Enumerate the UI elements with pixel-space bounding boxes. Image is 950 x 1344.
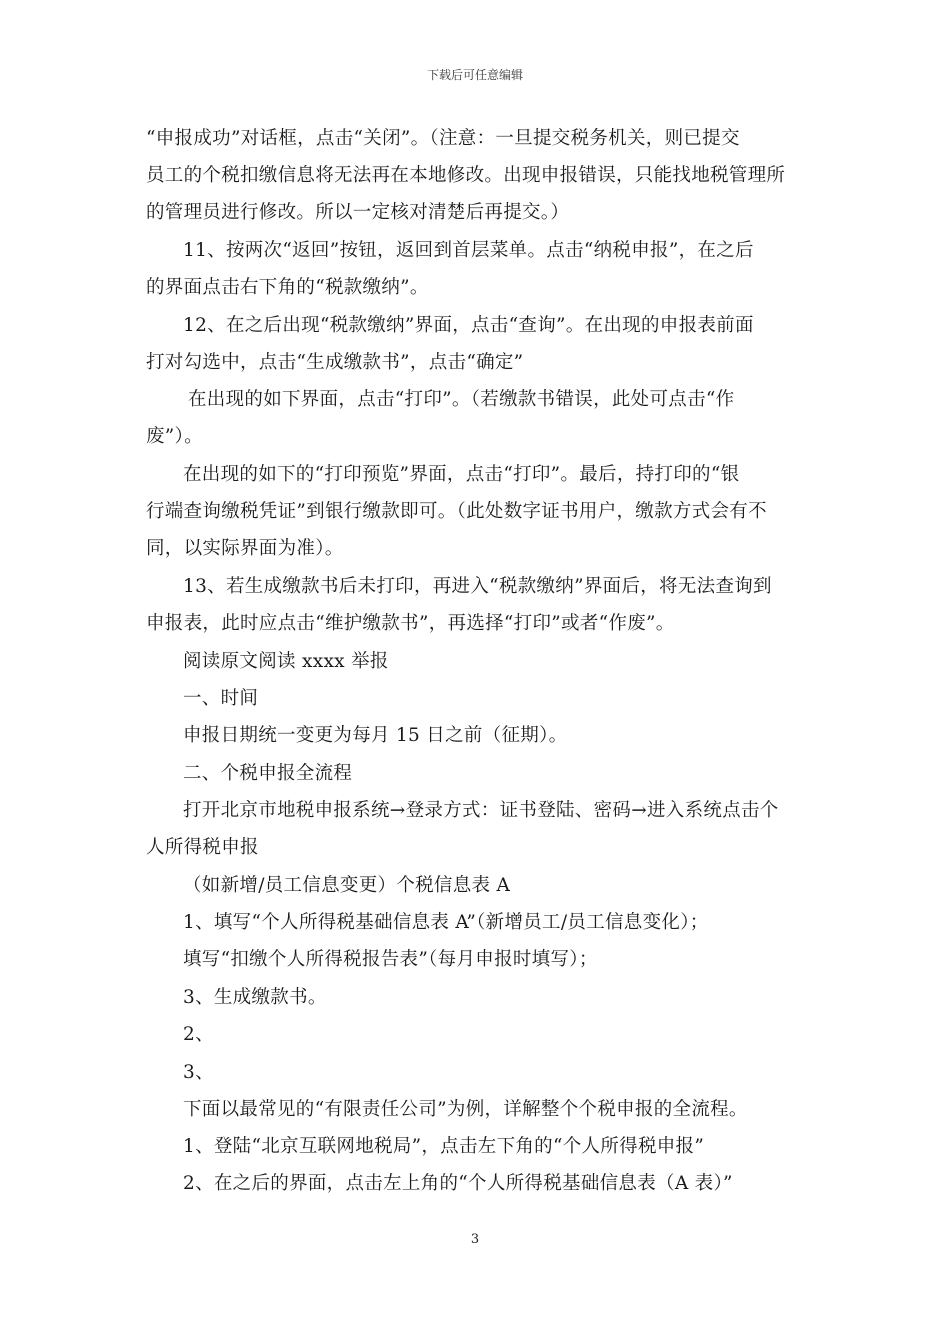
text-line: 申报表，此时应点击“维护缴款书”，再选择“打印”或者“作废”。 — [146, 613, 675, 634]
text-line: 11、按两次“返回”按钮，返回到首层菜单。点击“纳税申报”，在之后 — [183, 240, 754, 261]
text-line: 下面以最常见的“有限责任公司”为例，详解整个个税申报的全流程。 — [183, 1099, 748, 1120]
text-line: 申报日期统一变更为每月 15 日之前（征期）。 — [183, 725, 568, 746]
text-line: 一、时间 — [183, 688, 259, 709]
text-line: 在出现的如下界面，点击“打印”。（若缴款书错误，此处可点击“作 — [188, 389, 735, 410]
text-line: 2、 — [183, 1024, 214, 1045]
page-number: 3 — [470, 1232, 480, 1247]
text-line: 打对勾选中，点击“生成缴款书”，点击“确定” — [146, 352, 524, 373]
text-line: 行端查询缴税凭证”到银行缴款即可。（此处数字证书用户，缴款方式会有不 — [146, 501, 767, 522]
text-line: 同，以实际界面为准）。 — [146, 538, 344, 559]
text-line: 12、在之后出现“税款缴纳”界面，点击“查询”。在出现的申报表前面 — [183, 315, 754, 336]
text-line: 在出现的如下的“打印预览”界面，点击“打印”。最后，持打印的“银 — [183, 464, 740, 485]
text-line: 的界面点击右下角的“税款缴纳”。 — [146, 277, 429, 298]
text-line: 1、填写“个人所得税基础信息表 A”（新增员工/员工信息变化）； — [183, 912, 709, 933]
text-line: 员工的个税扣缴信息将无法再在本地修改。出现申报错误，只能找地税管理所 — [146, 165, 786, 186]
page-header: 下载后可任意编辑 — [426, 68, 523, 82]
text-line: 2、在之后的界面，点击左上角的“个人所得税基础信息表（A 表）” — [183, 1173, 733, 1194]
text-line: “申报成功”对话框，点击“关闭”。（注意：一旦提交税务机关，则已提交 — [146, 128, 740, 149]
text-line: 13、若生成缴款书后未打印，再进入“税款缴纳”界面后，将无法查询到 — [183, 576, 772, 597]
text-line: 打开北京市地税申报系统→登录方式：证书登陆、密码→进入系统点击个 — [183, 800, 779, 821]
text-line: 废”）。 — [146, 426, 203, 447]
text-line: 填写“扣缴个人所得税报告表”（每月申报时填写）； — [183, 949, 598, 970]
text-line: 3、生成缴款书。 — [183, 987, 327, 1008]
text-line: 1、登陆“北京互联网地税局”，点击左下角的“个人所得税申报” — [183, 1136, 705, 1157]
text-line: 阅读原文阅读 xxxx 举报 — [183, 651, 389, 672]
text-line: （如新增/员工信息变更）个税信息表 A — [183, 875, 511, 896]
text-line: 人所得税申报 — [146, 837, 259, 858]
text-line: 3、 — [183, 1062, 214, 1083]
text-line: 二、个税申报全流程 — [183, 763, 353, 784]
text-line: 的管理员进行修改。所以一定核对清楚后再提交。） — [146, 202, 570, 223]
